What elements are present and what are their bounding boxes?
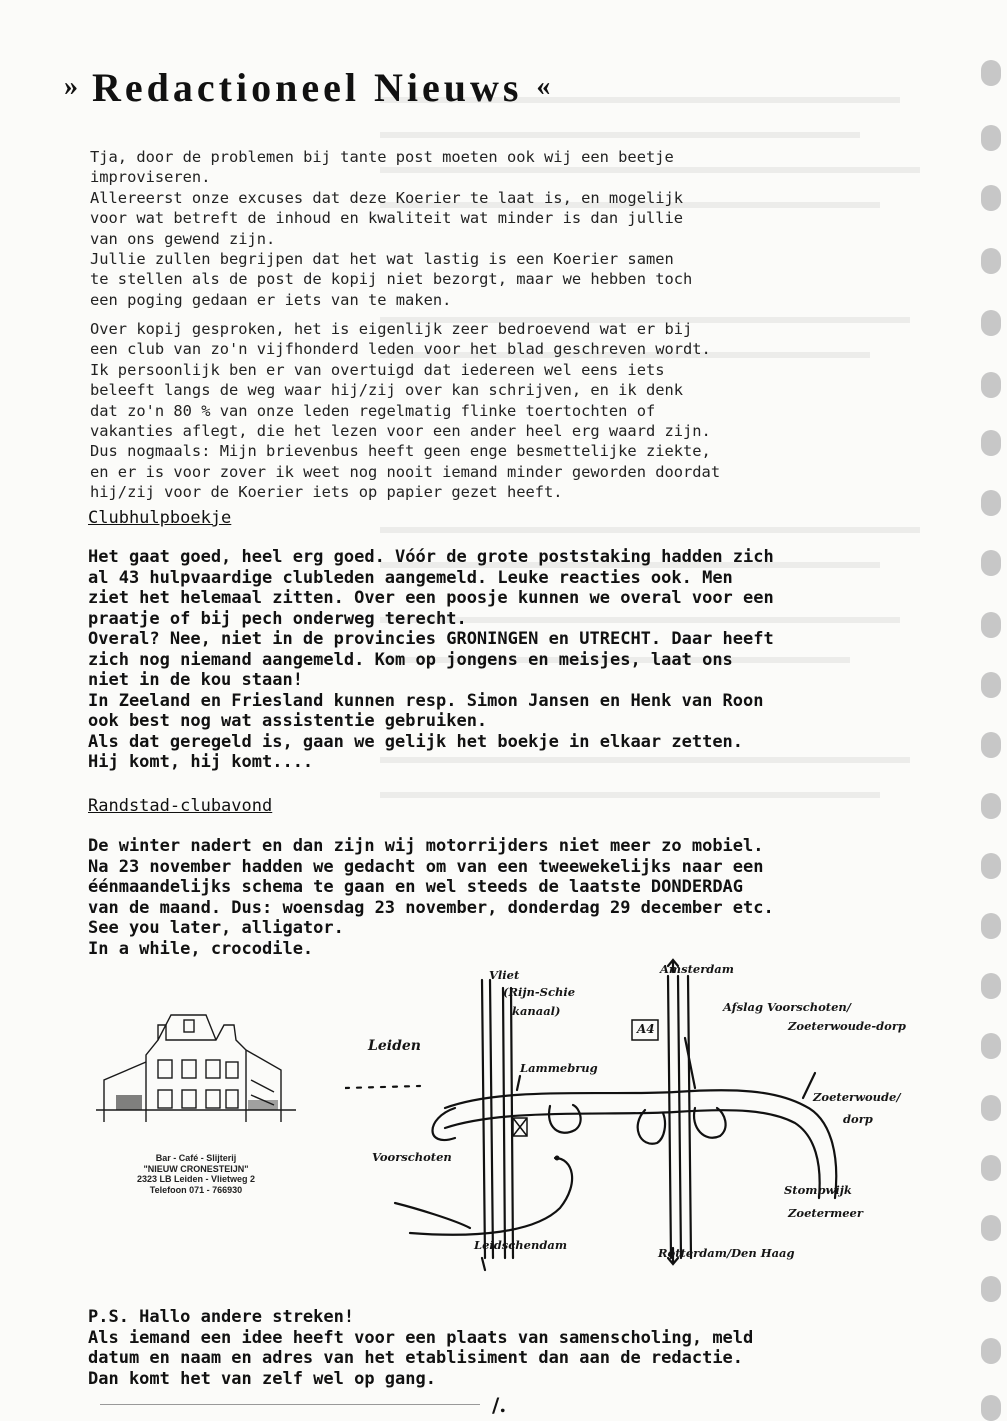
- page-title: [64, 64, 550, 111]
- binder-hole: [981, 1215, 1001, 1241]
- text-line: De winter nadert en dan zijn wij motorrijders niet meer zo mobiel.: [88, 836, 764, 856]
- map-label-vliet: Vliet: [489, 968, 520, 982]
- text-line: Hij komt, hij komt....: [88, 752, 314, 772]
- cafe-building-illustration: [96, 1000, 296, 1125]
- text-line: Over kopij gesproken, het is eigenlijk zeer bedroevend wat er bij: [90, 320, 693, 338]
- text-line: Dus nogmaals: Mijn brievenbus heeft geen enge besmettelijke ziekte,: [90, 442, 711, 461]
- map-label-zoeterwoude-2: dorp: [843, 1112, 873, 1126]
- binder-hole: [981, 1338, 1001, 1364]
- text-line: hij/zij voor de Koerier iets op papier gezet heeft.: [90, 483, 563, 502]
- canal-line: [503, 988, 505, 1258]
- footer-rule: [100, 1404, 480, 1405]
- text-line: ziet het helemaal zitten. Over een poosje kunnen we overal voor een: [88, 588, 774, 608]
- intro-paragraph: [90, 147, 692, 310]
- text-line: dat zo'n 80 % van onze leden regelmatig flinke toertochten of: [90, 401, 656, 420]
- text-line: te stellen als de post de kopij niet bezorgt, maar we hebben toch: [90, 270, 693, 289]
- text-line: Dan komt het van zelf wel op gang.: [88, 1368, 436, 1389]
- title-text: Redactioneel Nieuws: [92, 65, 523, 110]
- a4-motorway: [668, 976, 671, 1258]
- binder-hole: [981, 430, 1001, 456]
- text-line: Het gaat goed, heel erg goed. Vóór de grote poststaking hadden zich: [88, 547, 774, 567]
- binder-holes: [971, 0, 1001, 1416]
- binder-hole: [981, 1276, 1001, 1302]
- map-label-kanaal: (Rijn-Schie: [503, 985, 576, 999]
- open-quote: »: [64, 71, 78, 102]
- binder-hole: [981, 490, 1001, 516]
- text-line: Als iemand een idee heeft voor een plaats van samenscholing, meld: [88, 1327, 754, 1348]
- binder-hole: [981, 732, 1001, 758]
- binder-hole: [981, 612, 1001, 638]
- text-line: Na 23 november hadden we gedacht om van een tweewekelijks naar een: [88, 856, 764, 877]
- text-line: datum en naam en adres van het etablisiment dan aan de redactie.: [88, 1348, 744, 1368]
- text-line: Tja, door de problemen bij tante post moeten ook wij een beetje: [90, 148, 674, 166]
- text-line: beleeft langs de weg waar hij/zij over kan schrijven, en ik denk: [90, 381, 684, 400]
- text-line: voor wat betreft de inhoud en kwaliteit wat minder is dan jullie: [90, 209, 684, 228]
- cafe-address: 2323 LB Leiden - Vlietweg 2: [136, 1174, 256, 1184]
- text-line: van ons gewend zijn.: [90, 229, 276, 248]
- map-label-afslag: Afslag Voorschoten/: [723, 1000, 851, 1014]
- text-line: Overal? Nee, niet in de provincies GRONINGEN en UTRECHT. Daar heeft: [88, 629, 774, 649]
- ps-paragraph: [88, 1307, 753, 1389]
- binder-hole: [981, 913, 1001, 939]
- map-label-leiden: Leiden: [368, 1038, 421, 1054]
- map-label-rotterdam: Rotterdam/Den Haag: [658, 1246, 795, 1260]
- kopij-paragraph: [90, 319, 720, 503]
- text-line: een club van zo'n vijfhonderd leden voor het blad geschreven wordt.: [90, 340, 711, 359]
- map-label-zoeterwoude: Zoeterwoude/: [813, 1090, 901, 1104]
- close-quote: «: [536, 71, 551, 102]
- text-line: In a while, crocodile.: [88, 938, 314, 959]
- text-line: en er is voor zover ik weet nog nooit iemand minder geworden doordat: [90, 462, 721, 481]
- cafe-type: Bar - Café - Slijterij: [155, 1153, 237, 1163]
- binder-hole: [981, 793, 1001, 819]
- page-end-mark: /.: [492, 1393, 507, 1417]
- text-line: van de maand. Dus: woensdag 23 november, donderdag 29 december etc.: [88, 897, 774, 918]
- map-label-voorschoten: Voorschoten: [372, 1150, 452, 1164]
- randstad-paragraph: [88, 836, 774, 959]
- binder-hole: [981, 310, 1001, 336]
- binder-hole: [981, 125, 1001, 151]
- binder-hole: [981, 248, 1001, 274]
- text-line: See you later, alligator.: [88, 918, 344, 938]
- binder-hole: [981, 372, 1001, 398]
- text-line: P.S. Hallo andere streken!: [88, 1307, 355, 1327]
- binder-hole: [981, 1033, 1001, 1059]
- text-line: éénmaandelijks schema te gaan en wel steeds de laatste DONDERDAG: [88, 877, 744, 897]
- binder-hole: [981, 60, 1001, 86]
- cafe-address-block: [96, 1153, 296, 1195]
- text-line: In Zeeland en Friesland kunnen resp. Simon Jansen en Henk van Roon: [88, 690, 764, 711]
- binder-hole: [981, 185, 1001, 211]
- cafe-phone: Telefoon 071 - 766930: [149, 1184, 243, 1195]
- text-line: al 43 hulpvaardige clubleden aangemeld. Leuke reacties ook. Men: [88, 567, 733, 588]
- map-label-zoetermeer: Zoetermeer: [788, 1206, 863, 1220]
- text-line: ook best nog wat assistentie gebruiken.: [88, 711, 488, 731]
- binder-hole: [981, 1095, 1001, 1121]
- text-line: vakanties aflegt, die het lezen voor een ander heel erg waard zijn.: [90, 422, 711, 441]
- binder-hole: [981, 1155, 1001, 1181]
- clubhulp-paragraph: [88, 547, 774, 773]
- text-line: improviseren.: [90, 168, 211, 187]
- binder-hole: [981, 672, 1001, 698]
- binder-hole: [981, 853, 1001, 879]
- text-line: zich nog niemand aangemeld. Kom op jongens en meisjes, laat ons: [88, 649, 733, 670]
- cafe-name: "NIEUW CRONESTEIJN": [143, 1163, 249, 1174]
- text-line: Jullie zullen begrijpen dat het wat lastig is een Koerier samen: [90, 250, 674, 269]
- text-line: praatje of bij pech onderweg terecht.: [88, 608, 467, 629]
- map-label-amsterdam: Amsterdam: [660, 962, 734, 976]
- map-label-stompwijk: Stompwijk: [784, 1183, 852, 1197]
- text-line: niet in de kou staan!: [88, 670, 303, 690]
- map-label-a4: A4: [637, 1022, 655, 1036]
- text-line: Allereerst onze excuses dat deze Koerier te laat is, en mogelijk: [90, 188, 684, 207]
- randstad-heading: Randstad-clubavond: [88, 796, 273, 816]
- text-line: Als dat geregeld is, gaan we gelijk het boekje in elkaar zetten.: [88, 731, 744, 752]
- map-label-leidschendam: Leidschendam: [474, 1238, 567, 1252]
- binder-hole: [981, 973, 1001, 999]
- map-label-kanaal-2: kanaal): [512, 1004, 561, 1018]
- map-label-afslag-2: Zoeterwoude-dorp: [788, 1019, 906, 1033]
- map-label-lammebrug: Lammebrug: [520, 1061, 598, 1075]
- clubhulp-heading: Clubhulpboekje: [88, 508, 232, 528]
- text-line: een poging gedaan er iets van te maken.: [90, 290, 452, 309]
- binder-hole: [981, 1395, 1001, 1421]
- text-line: Ik persoonlijk ben er van overtuigd dat iedereen wel eens iets: [90, 360, 665, 379]
- binder-hole: [981, 550, 1001, 576]
